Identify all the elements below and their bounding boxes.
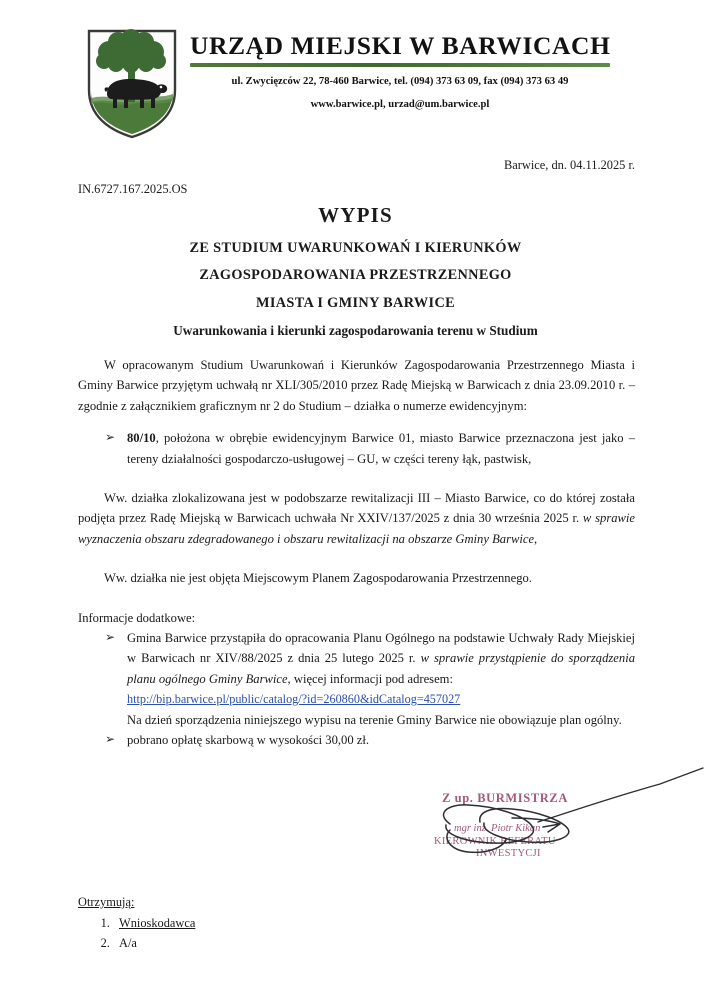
recipients-block xyxy=(78,893,195,955)
stamp-line-name: mgr inż. Piotr Kikan xyxy=(454,823,541,834)
recipient-file-copy: A/a xyxy=(119,936,137,951)
document-date: Barwice, dn. 04.11.2025 r. xyxy=(504,158,635,172)
parcel-number: 80/10 xyxy=(127,431,156,446)
title-line-3: MIASTA I GMINY BARWICE xyxy=(255,294,456,311)
revitalization-text: Ww. działka zlokalizowana jest w podobszarze rewitalizacji III – Miasto Barwice, co do której została podjęta przez Radę Miejską w Barwicach uchwała Nr XXIV/137/2025 z dnia 30 września 2025 r. xyxy=(78,490,635,526)
page-title: WYPIS xyxy=(318,203,393,227)
section-subtitle: Uwarunkowania i kierunki zagospodarowania terenu w Studium xyxy=(173,322,538,338)
paragraph-revitalization xyxy=(78,488,635,549)
general-plan-note: Na dzień sporządzenia niniejszego wypisu na terenie Gminy Barwice nie obowiązuje plan ogólny. xyxy=(127,712,622,727)
signature-stamp xyxy=(420,782,707,892)
general-plan-text-cont: , więcej informacji pod adresem: xyxy=(287,671,453,686)
office-address: ul. Zwycięzców 22, 78-460 Barwice, tel. (094) 373 63 09, fax (094) 373 63 49 xyxy=(231,75,569,87)
list-item xyxy=(78,428,635,469)
office-name: URZĄD MIEJSKI W BARWICACH xyxy=(190,31,611,60)
header-divider xyxy=(190,63,610,67)
paragraph-no-local-plan: Ww. działka nie jest objęta Miejscowym Planem Zagospodarowania Przestrzennego. xyxy=(104,571,532,586)
arrow-bullet-icon: ➢ xyxy=(105,629,116,644)
stamp-duty-text: pobrano opłatę skarbową w wysokości 30,00 zł. xyxy=(127,733,370,748)
stamp-line-department: INWESTYCJI xyxy=(476,848,541,859)
general-plan-resolution-title: w sprawie przystąpienie do sporządzenia planu ogólnego Gminy Barwice xyxy=(127,651,635,686)
recipients-list xyxy=(78,914,195,953)
list-item xyxy=(78,628,635,730)
additional-info-list xyxy=(78,628,635,751)
title-line-2: ZAGOSPODAROWANIA PRZESTRZENNEGO xyxy=(199,267,512,284)
letterhead-text xyxy=(190,33,610,114)
bip-catalog-link[interactable]: http://bip.barwice.pl/public/catalog/?id=260860&idCatalog=457027 xyxy=(127,692,461,707)
letterhead xyxy=(0,0,707,145)
title-line-1: ZE STUDIUM UWARUNKOWAŃ I KIERUNKÓW xyxy=(189,240,522,256)
paragraph-study-intro: W opracowanym Studium Uwarunkowań i Kierunków Zagospodarowania Przestrzennego Miasta i Gminy Barwice przyjętym uchwałą nr XLI/305/2010 przez Radę Miejską w Barwicach z dnia 23.09.2010 r. – zgodnie z załącznikiem graficznym nr 2 do Studium – działka o numerze ewidencyjnym: xyxy=(78,358,635,413)
document-reference-number: IN.6727.167.2025.OS xyxy=(78,182,188,196)
arrow-bullet-icon: ➢ xyxy=(105,430,116,445)
parcel-list xyxy=(78,428,635,469)
list-item xyxy=(113,934,195,953)
list-item xyxy=(78,730,635,750)
revitalization-resolution-title: w sprawie wyznaczenia obszaru zdegradowanego i obszaru rewitalizacji na obszarze Gminy Barwice, xyxy=(78,511,636,546)
list-item xyxy=(113,914,195,933)
coat-of-arms-icon xyxy=(85,28,179,140)
office-web-email: www.barwice.pl, urzad@um.barwice.pl xyxy=(310,99,490,111)
stamp-line-authority: Z up. BURMISTRZA xyxy=(442,791,568,805)
document-title-block xyxy=(78,203,633,339)
general-plan-text: Gmina Barwice przystąpiła do opracowania Planu Ogólnego na podstawie Uchwały Rady Miejskiej w Barwicach nr XIV/88/2025 z dnia 25 lutego 2025 r. xyxy=(127,630,635,666)
document-body xyxy=(78,355,635,751)
stamp-line-position: KIEROWNIK REFERATU xyxy=(434,836,556,847)
recipients-heading: Otrzymują: xyxy=(78,895,135,909)
parcel-description: , położona w obrębie ewidencyjnym Barwice 01, miasto Barwice przeznaczona jest jako – tereny działalności gospodarczo-usługowej – GU, w części tereny łąk, pastwisk, xyxy=(127,431,635,466)
arrow-bullet-icon: ➢ xyxy=(105,732,116,747)
additional-info-label: Informacje dodatkowe: xyxy=(78,610,196,625)
recipient-applicant: Wnioskodawca xyxy=(119,916,196,931)
